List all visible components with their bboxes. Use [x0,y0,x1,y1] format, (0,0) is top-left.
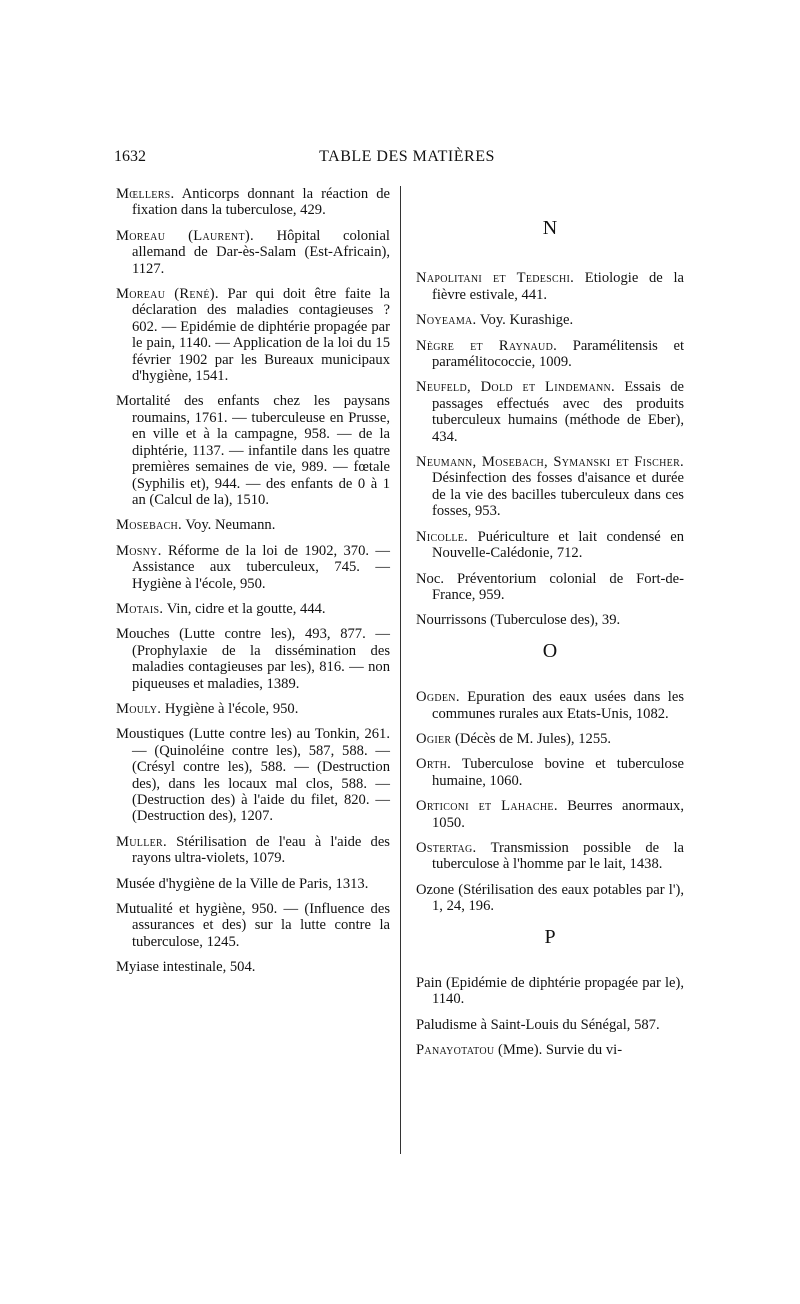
entry-text: Voy. Neumann. [182,517,276,534]
entry-text: Hygiène à l'école, 950. [161,700,299,717]
entry-text: (Décès de M. Jules), 1255. [451,730,612,747]
index-entry [116,959,390,975]
index-entry [416,612,684,628]
entry-text: Voy. Kurashige. [476,312,574,329]
entry-text: Moustiques (Lutte contre les) au Tonkin, 261. — (Quinoléine contre les), 587, 588. — (Crésyl contre les), 588. — (Destruction des), dans les locaux mal clos, 588. — (Destruction des) à l'aide du filet, 820. — (Destruction des), 1207. [116,726,390,825]
entry-author: Muller. [116,833,167,850]
index-entry [416,312,684,328]
index-entry [116,834,390,867]
entry-author: Nègre et Raynaud. [416,337,558,354]
entry-author: Ostertag. [416,839,477,856]
index-entry [116,517,390,533]
entry-author: Mœllers. [116,186,175,202]
entry-author: Ogden. [416,689,460,706]
index-entry [116,543,390,592]
entry-author: Neumann, Mosebach, Symanski et Fischer. [416,454,684,471]
entry-text: Par qui doit être faite la déclaration des maladies contagieuses ? 602. — Epidémie de diphtérie propagée par le pain, 1140. — Application de la loi du 15 février 1902 par les Bureaux municipaux d'hygiène, 1541. [132,286,390,385]
entry-author: Nicolle. [416,528,469,545]
entry-text: Stérilisation de l'eau à l'aide des rayons ultra-violets, 1079. [132,833,390,867]
entry-author: Ogier [416,730,452,747]
index-entry [116,601,390,617]
entry-text: Transmission possible de la tuberculose à l'homme par le lait, 1438. [432,839,684,873]
entry-text: Mortalité des enfants chez les paysans roumains, 1761. — tuberculeuse en Prusse, en ville et à la campagne, 958. — de la diphtérie, 1137. — infantile dans les quatre premières semaines de vie, 989. — fœtale (Syphilis et), 944. — des enfants de 0 à 1 an (Calcul de la), 1510. [116,393,390,508]
index-entry [416,1042,684,1058]
entry-author: Orth. [416,756,452,773]
index-entry [416,975,684,1008]
entry-text: Pain (Epidémie de diphtérie propagée par le), 1140. [416,975,684,1008]
index-entry [116,286,390,384]
section-letter-o: O [542,639,558,662]
page-header [114,148,700,172]
section-n-entries [416,270,684,628]
index-entry [116,626,390,692]
index-entry [416,379,684,445]
index-entry [416,689,684,722]
entry-text: Mutualité et hygiène, 950. — (Influence des assurances et des) sur la lutte contre la tuberculose, 1245. [116,901,390,950]
entry-text: Anticorps donnant la réaction de fixation dans la tuberculose, 429. [132,186,390,219]
index-entry [416,338,684,371]
entry-text: Paramélitensis et paramélitococcie, 1009. [432,337,684,371]
entry-text: Mouches (Lutte contre les), 493, 877. — (Prophylaxie de la dissémination des maladies contagieuses par les), 816. — non piqueuses et maladies, 1389. [116,626,390,692]
section-letter-n: N [542,217,558,239]
section-letter-p: P [544,925,556,948]
entry-text: Réforme de la loi de 1902, 370. — Assistance aux tuberculeux, 745. — Hygiène à l'école, 950. [132,542,390,592]
entry-author: Moreau (Laurent). [116,227,254,244]
entry-text: Epuration des eaux usées dans les communes rurales aux Etats-Unis, 1082. [432,689,684,722]
index-entry [116,901,390,950]
entry-author: Mosebach. [116,517,182,534]
page-number: 1632 [114,148,146,165]
index-entry [116,393,390,508]
entry-author: Panayotatou [416,1042,495,1059]
section-p-entries [416,975,684,1059]
index-entry [416,731,684,747]
index-entry [416,840,684,873]
entry-author: Motais. [116,600,164,617]
index-entry [416,882,684,915]
entry-text: Musée d'hygiène de la Ville de Paris, 1313. [116,875,369,892]
section-o-entries [416,689,684,914]
entry-text: Ozone (Stérilisation des eaux potables par l'), 1, 24, 196. [416,881,684,915]
index-entry [416,529,684,562]
entry-text: Hôpital colonial allemand de Dar-ès-Salam (Est-Africain), 1127. [132,227,390,277]
entry-author: Neufeld, Dold et Lindemann. [416,379,616,396]
entry-text: Noc. Préventorium colonial de Fort-de-France, 959. [416,570,684,603]
entry-author: Mosny. [116,542,162,559]
entry-author: Noyeama. [416,312,477,329]
entry-text: Tuberculose bovine et tuberculose humaine, 1060. [432,756,684,789]
index-entry [116,726,390,824]
index-entry [416,1017,684,1033]
entry-text: Paludisme à Saint-Louis du Sénégal, 587. [416,1016,660,1033]
entry-author: Napolitani et Tedeschi. [416,270,575,287]
left-column [116,186,390,985]
entry-text: Désinfection des fosses d'aisance et durée de la vie des bacilles tuberculeux dans ces fosses, 953. [432,470,684,520]
right-column [416,186,684,1068]
index-entry [116,876,390,892]
entry-author: Moreau (René). [116,286,219,303]
index-entry [416,798,684,831]
running-title: TABLE DES MATIÈRES [319,148,495,165]
index-entry [116,228,390,277]
entry-text: Vin, cidre et la goutte, 444. [163,600,326,617]
index-entry [116,701,390,717]
index-entry [416,454,684,520]
column-divider [400,186,401,1154]
entry-text: Essais de passages effectués avec des produits tuberculeux humains (méthode de Eber), 434. [432,379,684,445]
index-entry [416,270,684,303]
entry-text: (Mme). Survie du vi- [494,1042,623,1059]
entry-text: Nourrissons (Tuberculose des), 39. [416,612,621,629]
index-entry [116,186,390,219]
entry-text: Beurres anormaux, 1050. [432,798,685,831]
index-entry [416,571,684,604]
entry-text: Etiologie de la fièvre estivale, 441. [432,270,684,303]
entry-author: Mouly. [116,700,162,717]
index-entry [416,756,684,789]
entry-author: Orticoni et Lahache. [416,798,558,815]
entry-text: Puériculture et lait condensé en Nouvelle-Calédonie, 712. [432,528,684,562]
entry-text: Myiase intestinale, 504. [116,959,256,976]
